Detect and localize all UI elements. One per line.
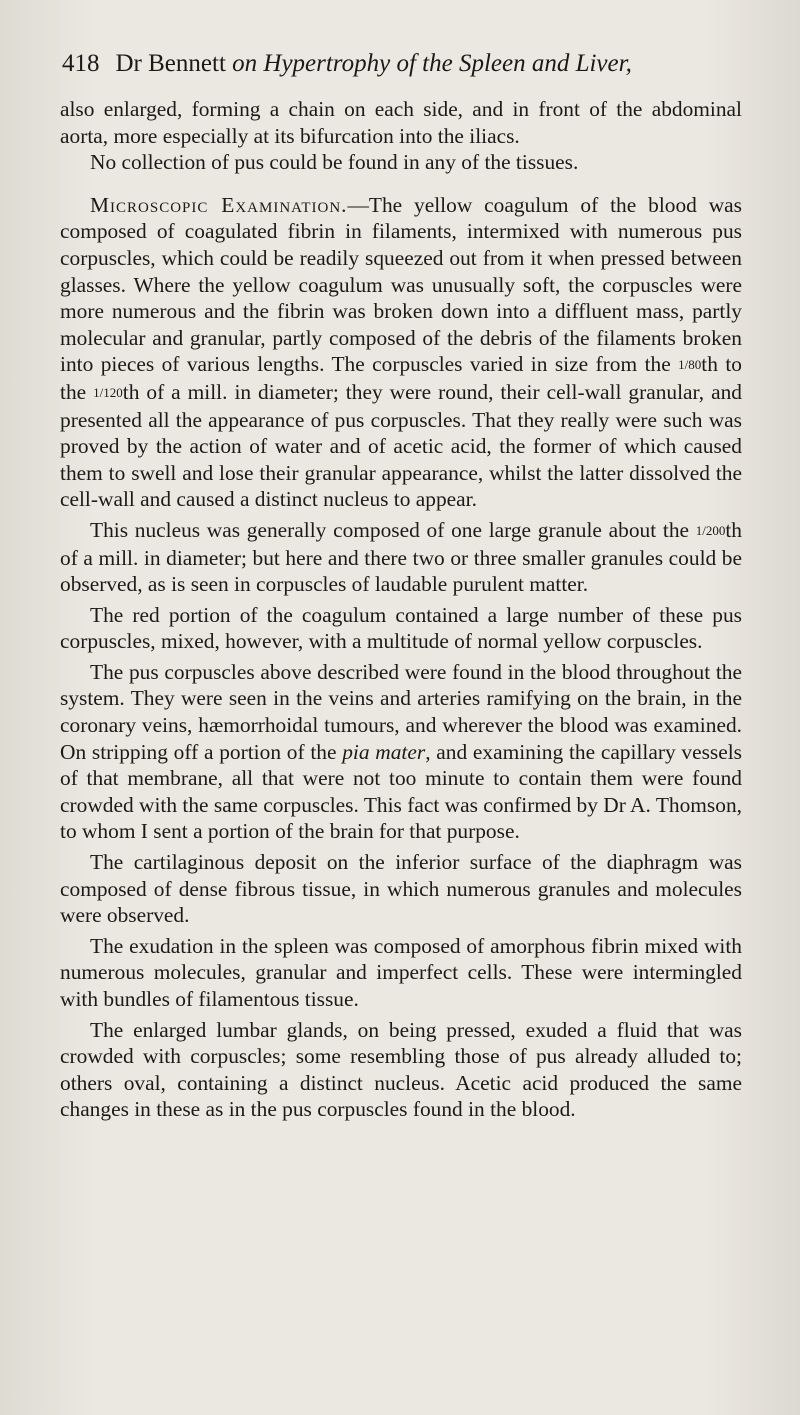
paragraph-5: The red portion of the coagulum contained a large number of these pus corpuscles, mixed, however, with a multitude of normal yellow corpuscles. bbox=[60, 602, 742, 654]
paragraph-6 bbox=[60, 659, 742, 845]
fraction-2: 1/120 bbox=[93, 384, 123, 400]
paragraph-6-text-b: , and examining the capillary vessels of that membrane, all that were not too minute to contain them were found crowded with the same corpuscles. This fact was confirmed by Dr A. Thomson, to whom I sent a portion of the brain for that purpose. bbox=[60, 739, 742, 844]
section-heading: Microscopic Examination. bbox=[90, 192, 348, 217]
paragraph-6-italic: pia mater bbox=[342, 739, 426, 764]
paragraph-2: No collection of pus could be found in any of the tissues. bbox=[90, 150, 579, 175]
running-head bbox=[62, 48, 742, 80]
header-title: Hypertrophy of the Spleen and Liver, bbox=[263, 50, 632, 77]
paragraph-1: also enlarged, forming a chain on each side, and in front of the abdominal aorta, more especially at its bifurcation into the iliacs. bbox=[60, 97, 742, 148]
page-number: 418 bbox=[62, 50, 100, 77]
paragraph-9: The enlarged lumbar glands, on being pressed, exuded a fluid that was crowded with corpuscles; some resembling those of pus already alluded to; others oval, containing a distinct nucleus. Acetic acid produced the same changes in these as in the pus corpuscles found in the blood. bbox=[60, 1017, 742, 1122]
header-title-prefix: on bbox=[232, 50, 258, 77]
paragraph-3-text-a: —The yellow coagulum of the blood was composed of coagulated fibrin in filaments, intermixed with numerous pus corpuscles, which could be readily squeezed out from it when pressed between glasses. Where the yellow coagulum was unusually soft, the corpuscles were more numerous and the fibrin was broken down into a diffluent mass, partly molecular and granular, partly composed of the debris of the filaments broken into pieces of various lengths. The corpuscles varied in size from the bbox=[60, 192, 742, 377]
paragraph-3-text-c: th of a mill. in diameter; they were round, their cell-wall granular, and presented all the appearance of pus corpuscles. That they really were such was proved by the action of water and of acetic acid, the former of which caused them to swell and lose their granular appearance, whilst the latter dissolved the cell-wall and caused a distinct nucleus to appear. bbox=[60, 379, 742, 512]
paragraph-4-text-b: th of a mill. in diameter; but here and there two or three smaller granules could be observed, as is seen in corpuscles of laudable purulent matter. bbox=[60, 517, 742, 597]
fraction-3: 1/200 bbox=[695, 522, 726, 538]
paragraph-4 bbox=[60, 517, 742, 598]
paragraph-3 bbox=[60, 192, 742, 513]
paragraph-7: The cartilaginous deposit on the inferior surface of the diaphragm was composed of dense fibrous tissue, in which numerous granules and molecules were observed. bbox=[60, 850, 742, 928]
body-text bbox=[60, 96, 742, 1123]
paragraph-8: The exudation in the spleen was composed of amorphous fibrin mixed with numerous molecules, granular and imperfect cells. These were intermingled with bundles of filamentous tissue. bbox=[60, 933, 742, 1011]
header-author: Dr Bennett bbox=[115, 50, 226, 77]
fraction-1: 1/80 bbox=[678, 357, 702, 373]
paragraph-3-text-b: th to the bbox=[60, 352, 742, 404]
paragraph-6-text-a: The pus corpuscles above described were found in the blood throughout the system. They were seen in the veins and arteries ramifying on the brain, in the coronary veins, hæmorrhoidal tumours, and wherever the blood was examined. On stripping off a portion of the bbox=[60, 659, 742, 764]
paragraph-4-text-a: This nucleus was generally composed of one large granule about the bbox=[90, 517, 696, 542]
